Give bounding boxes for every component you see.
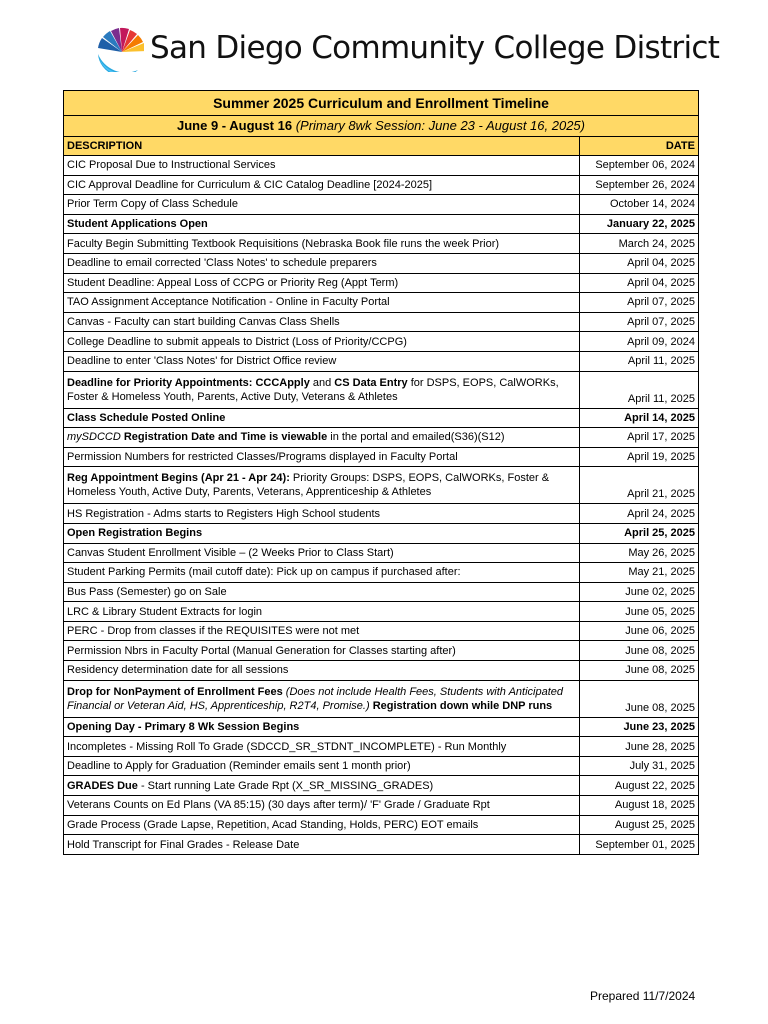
table-row: [64, 523, 699, 543]
row-date: January 22, 2025: [580, 214, 699, 234]
table-row: [64, 156, 699, 176]
table-row: [64, 543, 699, 563]
row-description: Veterans Counts on Ed Plans (VA 85:15) (30 days after term)/ 'F' Grade / Graduate Rpt: [64, 796, 580, 816]
row-description: [64, 776, 580, 796]
row-description: Incompletes - Missing Roll To Grade (SDCCD_SR_STDNT_INCOMPLETE) - Run Monthly: [64, 737, 580, 757]
row-description: Faculty Begin Submitting Textbook Requisitions (Nebraska Book file runs the week Prior): [64, 234, 580, 254]
row-description: Deadline to email corrected 'Class Notes' to schedule preparers: [64, 253, 580, 273]
row-date: June 23, 2025: [580, 717, 699, 737]
table-title: Summer 2025 Curriculum and Enrollment Timeline: [64, 91, 699, 116]
table-row: [64, 680, 699, 717]
row-description: PERC - Drop from classes if the REQUISITES were not met: [64, 621, 580, 641]
table-row: [64, 582, 699, 602]
col-header-date: DATE: [580, 137, 699, 156]
row-description: Student Applications Open: [64, 214, 580, 234]
row-text-bold: Reg Appointment Begins (Apr 21 - Apr 24):: [67, 472, 290, 485]
sdccd-logo: [96, 26, 144, 72]
row-description: Student Parking Permits (mail cutoff date): Pick up on campus if purchased after:: [64, 563, 580, 583]
row-text-bold: Drop for NonPayment of Enrollment Fees: [67, 685, 283, 698]
row-date: September 06, 2024: [580, 156, 699, 176]
row-text-bold: Registration down while DNP runs: [369, 699, 553, 712]
row-date: April 24, 2025: [580, 504, 699, 524]
row-text-bold: CS Data Entry: [334, 376, 408, 389]
session-note: (Primary 8wk Session: June 23 - August 16, 2025): [295, 118, 585, 133]
row-date: April 04, 2025: [580, 273, 699, 293]
row-date: June 08, 2025: [580, 661, 699, 681]
timeline-table: [63, 90, 699, 855]
row-date: May 21, 2025: [580, 563, 699, 583]
row-description: CIC Proposal Due to Instructional Services: [64, 156, 580, 176]
row-date: August 25, 2025: [580, 815, 699, 835]
row-description: Deadline to enter 'Class Notes' for District Office review: [64, 351, 580, 371]
row-description: [64, 467, 580, 504]
row-description: Class Schedule Posted Online: [64, 408, 580, 428]
table-row: [64, 332, 699, 352]
table-row: [64, 253, 699, 273]
row-date: June 08, 2025: [580, 641, 699, 661]
col-header-description: DESCRIPTION: [64, 137, 580, 156]
row-description: Deadline to Apply for Graduation (Reminder emails sent 1 month prior): [64, 756, 580, 776]
row-description: Open Registration Begins: [64, 523, 580, 543]
table-row: [64, 504, 699, 524]
table-row: [64, 661, 699, 681]
row-description: Opening Day - Primary 8 Wk Session Begins: [64, 717, 580, 737]
table-row: [64, 371, 699, 408]
row-text: for DSPS, EOPS, CalWORKs, Foster & Homeless Youth, Parents, Active Duty, Veterans & Athletes: [67, 376, 559, 403]
row-date: April 09, 2024: [580, 332, 699, 352]
row-date: August 18, 2025: [580, 796, 699, 816]
row-description: College Deadline to submit appeals to District (Loss of Priority/CCPG): [64, 332, 580, 352]
row-date: April 25, 2025: [580, 523, 699, 543]
row-date: March 24, 2025: [580, 234, 699, 254]
table-row: [64, 195, 699, 215]
table-row: [64, 293, 699, 313]
table-row: [64, 796, 699, 816]
table-row: [64, 776, 699, 796]
table-row: [64, 214, 699, 234]
table-row: [64, 408, 699, 428]
row-text-italic: (Does not include Health Fees, Students with Anticipated Financial or Veteran Aid, HS, Apprenticeship, R2T4, Promise.): [67, 685, 563, 712]
row-description: CIC Approval Deadline for Curriculum & CIC Catalog Deadline [2024-2025]: [64, 175, 580, 195]
table-header-row: [64, 137, 699, 156]
row-description: Canvas Student Enrollment Visible – (2 Weeks Prior to Class Start): [64, 543, 580, 563]
row-description: [64, 680, 580, 717]
row-description: [64, 428, 580, 448]
row-date: April 14, 2025: [580, 408, 699, 428]
table-row: [64, 602, 699, 622]
row-description: Hold Transcript for Final Grades - Release Date: [64, 835, 580, 855]
row-text-bold: Deadline for Priority Appointments: CCCApply: [67, 376, 310, 389]
row-date: May 26, 2025: [580, 543, 699, 563]
row-date: October 14, 2024: [580, 195, 699, 215]
table-row: [64, 563, 699, 583]
row-text-bold: GRADES Due: [67, 779, 138, 792]
row-date: June 05, 2025: [580, 602, 699, 622]
row-date: June 06, 2025: [580, 621, 699, 641]
table-title-row: [64, 91, 699, 116]
table-row: [64, 717, 699, 737]
table-row: [64, 835, 699, 855]
table-row: [64, 621, 699, 641]
table-row: [64, 447, 699, 467]
table-row: [64, 815, 699, 835]
table-subtitle-row: [64, 116, 699, 137]
row-text-bold: Registration Date and Time is viewable: [120, 431, 328, 444]
table-row: [64, 467, 699, 504]
row-date: April 17, 2025: [580, 428, 699, 448]
row-description: Student Deadline: Appeal Loss of CCPG or Priority Reg (Appt Term): [64, 273, 580, 293]
row-date: September 26, 2024: [580, 175, 699, 195]
table-row: [64, 756, 699, 776]
row-text: in the portal and emailed(S36)(S12): [327, 431, 505, 444]
row-date: April 11, 2025: [580, 371, 699, 408]
table-row: [64, 273, 699, 293]
table-row: [64, 641, 699, 661]
table-row: [64, 312, 699, 332]
row-description: Permission Nbrs in Faculty Portal (Manual Generation for Classes starting after): [64, 641, 580, 661]
row-date: April 04, 2025: [580, 253, 699, 273]
row-date: April 21, 2025: [580, 467, 699, 504]
row-date: June 28, 2025: [580, 737, 699, 757]
row-description: [64, 371, 580, 408]
row-date: September 01, 2025: [580, 835, 699, 855]
row-description: Bus Pass (Semester) go on Sale: [64, 582, 580, 602]
row-date: April 11, 2025: [580, 351, 699, 371]
table-row: [64, 737, 699, 757]
org-name: San Diego Community College District: [150, 30, 720, 66]
row-date: June 02, 2025: [580, 582, 699, 602]
row-description: Permission Numbers for restricted Classes/Programs displayed in Faculty Portal: [64, 447, 580, 467]
row-description: HS Registration - Adms starts to Registers High School students: [64, 504, 580, 524]
row-text: Priority Groups: DSPS, EOPS, CalWORKs, Foster & Homeless Youth, Active Duty, Parents, Veterans, Apprenticeship & Athletes: [67, 472, 550, 499]
row-date: June 08, 2025: [580, 680, 699, 717]
table-subtitle: [64, 116, 699, 137]
row-date: August 22, 2025: [580, 776, 699, 796]
table-row: [64, 234, 699, 254]
row-text: - Start running Late Grade Rpt (X_SR_MISSING_GRADES): [137, 779, 434, 792]
row-description: Prior Term Copy of Class Schedule: [64, 195, 580, 215]
period: June 9 - August 16: [176, 118, 293, 133]
row-text-italic: mySDCCD: [67, 431, 121, 444]
row-date: April 07, 2025: [580, 312, 699, 332]
row-text: and: [309, 376, 335, 389]
row-description: Residency determination date for all sessions: [64, 661, 580, 681]
row-date: July 31, 2025: [580, 756, 699, 776]
row-description: Canvas - Faculty can start building Canvas Class Shells: [64, 312, 580, 332]
table-row: [64, 175, 699, 195]
row-description: Grade Process (Grade Lapse, Repetition, Acad Standing, Holds, PERC) EOT emails: [64, 815, 580, 835]
row-description: TAO Assignment Acceptance Notification - Online in Faculty Portal: [64, 293, 580, 313]
table-row: [64, 428, 699, 448]
row-date: April 19, 2025: [580, 447, 699, 467]
row-date: April 07, 2025: [580, 293, 699, 313]
table-row: [64, 351, 699, 371]
row-description: LRC & Library Student Extracts for login: [64, 602, 580, 622]
prepared-date: Prepared 11/7/2024: [590, 989, 696, 1003]
